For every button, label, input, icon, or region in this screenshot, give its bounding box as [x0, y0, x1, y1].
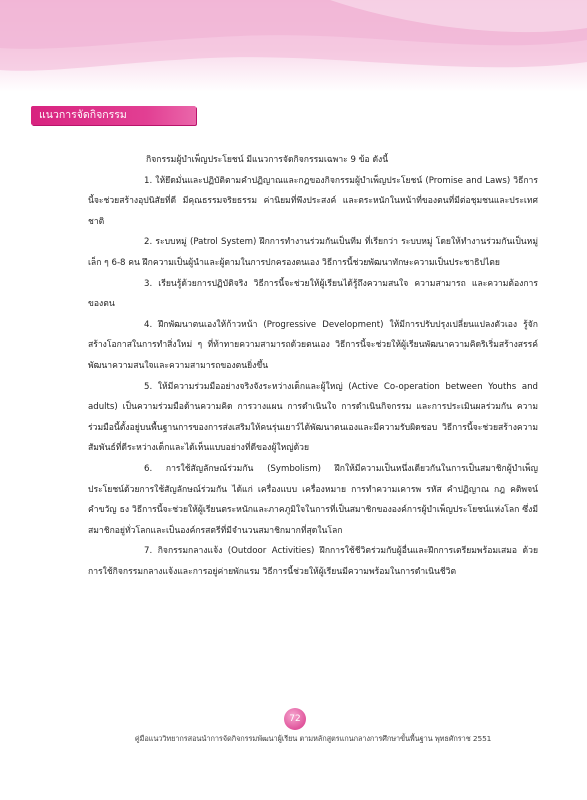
page-number-badge — [284, 708, 306, 730]
section-title: แนวการจัดกิจกรรม — [39, 109, 127, 121]
section-title-badge — [31, 106, 196, 125]
page-number: 72 — [289, 714, 301, 724]
list-item: 4. ฝึกพัฒนาตนเองให้ก้าวหน้า (Progressive Development) ให้มีการปรับปรุงเปลี่ยนแปลงตัวเอง รู้จักสร้างโอกาสในการทำสิ่งใหม่ ๆ ที่ท้าทายความสามารถด้วยตนเอง วิธีการนี้จะช่วยให้ผู้เรียนพัฒนาความคิดริเริ่มสร้างสรรค์ พัฒนาความสนใจและความสามารถของตนยิ่งขึ้น — [88, 319, 538, 371]
list-item: 2. ระบบหมู่ (Patrol System) ฝึกการทำงานร่วมกันเป็นทีม ที่เรียกว่า ระบบหมู่ โดยให้ทำงานร่วมกันเป็นหมู่เล็ก ๆ 6-8 คน ฝึกความเป็นผู้นำและผู้ตามในการปกครองตนเอง วิธีการนี้ช่วยพัฒนาทักษะความเป็นประชาธิปไตย — [88, 237, 538, 268]
header-wave-graphic — [0, 0, 587, 92]
list-item: 6. การใช้สัญลักษณ์ร่วมกัน (Symbolism) ฝึกให้มีความเป็นหนึ่งเดียวกันในการเป็นสมาชิกผู้บำเพ็ญประโยชน์ด้วยการใช้สัญลักษณ์ร่วมกัน ได้แก่ เครื่องแบบ เครื่องหมาย การทำความเคารพ รหัส คำปฏิญาณ กฎ คติพจน์ คำขวัญ ธง วิธีการนี้จะช่วยให้ผู้เรียนตระหนักและภาคภูมิใจในการที่เป็นสมาชิกขององค์การผู้บำเพ็ญประโยชน์แห่งโลก ซึ่งมีสมาชิกอยู่ทั่วโลกและเป็นองค์กรสตรีที่มีจำนวนสมาชิกมากที่สุดในโลก — [88, 463, 538, 536]
intro-paragraph: กิจกรรมผู้บำเพ็ญประโยชน์ มีแนวการจัดกิจกรรมเฉพาะ 9 ข้อ ดังนี้ — [146, 155, 389, 165]
list-item: 7. กิจกรรมกลางแจ้ง (Outdoor Activities) ฝึกการใช้ชีวิตร่วมกับผู้อื่นและฝึกการเตรียมพร้อมเสมอ ด้วยการใช้กิจกรรมกลางแจ้งและการอยู่ค่ายพักแรม วิธีการนี้ช่วยให้ผู้เรียนมีความพร้อมในการดำเนินชีวิต — [88, 546, 538, 577]
list-item: 1. ให้ยึดมั่นและปฏิบัติตามคำปฏิญาณและกฎของกิจกรรมผู้บำเพ็ญประโยชน์ (Promise and Laws) วิธีการนี้จะช่วยสร้างอุปนิสัยที่ดี มีคุณธรรมจริยธรรม ค่านิยมที่พึงประสงค์ และตระหนักในหน้าที่ของตนที่มีต่อชุมชนและประเทศชาติ — [88, 175, 538, 227]
header-decoration — [0, 0, 587, 92]
document-body — [88, 150, 538, 582]
list-item: 5. ให้มีความร่วมมืออย่างจริงจังระหว่างเด็กและผู้ใหญ่ (Active Co-operation between Youths and adults) เป็นความร่วมมือด้านความคิด การวางแผน การดำเนินใจ การดำเนินกิจกรรม และการประเมินผลร่วมกัน ความร่วมมือนี้ตั้งอยู่บนพื้นฐานการของการส่งเสริมให้คนรุ่นเยาว์ได้พัฒนาตนเองและมีความรับผิดชอบ วิธีการนี้จะช่วยสร้างความสัมพันธ์ที่ดีระหว่างเด็กและได้เห็นแบบอย่างที่ดีของผู้ใหญ่ด้วย — [88, 381, 538, 454]
list-item: 3. เรียนรู้ด้วยการปฏิบัติจริง วิธีการนี้จะช่วยให้ผู้เรียนได้รู้ถึงความสนใจ ความสามารถ และความต้องการของตน — [88, 278, 538, 310]
footer-caption: คู่มือแนววิทยากรสอนนำการจัดกิจกรรมพัฒนาผู้เรียน ตามหลักสูตรแกนกลางการศึกษาขั้นพื้นฐาน พุทธศักราช 2551 — [134, 734, 492, 743]
